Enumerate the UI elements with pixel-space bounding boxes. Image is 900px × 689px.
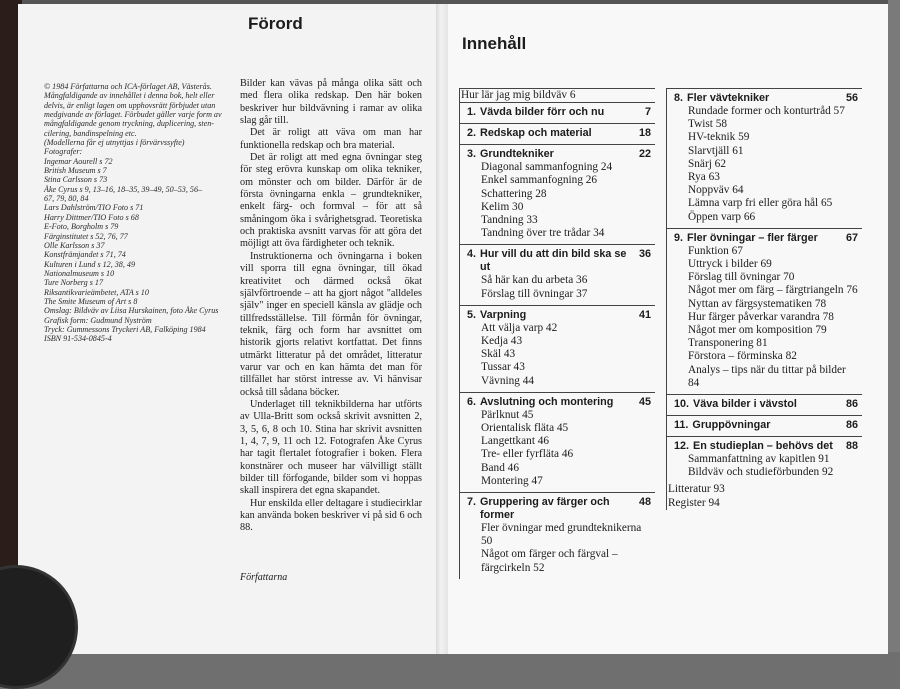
- contents-section: [459, 392, 655, 492]
- imprint-line: Omslag: Bildväv av Liisa Hurskainen, foto Åke Cyrus: [44, 306, 219, 316]
- section-title: En studieplan – behövs det: [693, 440, 833, 453]
- contents-section: [459, 123, 655, 144]
- contents-subentry: Tandning över tre trådar 34: [481, 227, 605, 240]
- preface-signature: Författarna: [240, 572, 288, 583]
- contents-section: [459, 244, 655, 304]
- section-page: 86: [845, 419, 858, 432]
- section-title: Varpning: [480, 308, 527, 321]
- contents-subentry: Analys – tips när du tittar på bilder 84: [688, 363, 846, 389]
- contents-subentry: Transponering 81: [688, 337, 768, 350]
- section-number: 4.: [467, 248, 477, 261]
- contents-subentry: Rya 63: [688, 171, 720, 184]
- contents-subentry: Montering 47: [481, 474, 543, 487]
- imprint-line: Konstfrämjandet s 71, 74: [44, 250, 126, 260]
- preface-paragraph: Bilder kan vävas på många olika sätt och med flera olika redskap. Den här boken beskriver hur bildvävning i ramar av olika slag går till.: [240, 78, 422, 127]
- contents-subentry: Orientalisk fläta 45: [481, 422, 569, 435]
- imprint-line: delvis, är enligt lagen om upphovsrätt förbjudet utan: [44, 100, 216, 110]
- contents-section: [459, 144, 655, 244]
- contents-section: [666, 88, 862, 228]
- contents-subentry: Hur färger påverkar varandra 78: [688, 310, 834, 323]
- contents-subentry: Pärlknut 45: [481, 408, 534, 421]
- section-heading: [467, 396, 651, 409]
- contents-subentry: Tussar 43: [481, 361, 525, 374]
- contents-subentry: Diagonal sammanfogning 24: [481, 161, 613, 174]
- imprint-line: Mångfaldigande av innehållet i denna bok, helt eller: [44, 91, 215, 101]
- contents-subentry: Kelim 30: [481, 200, 524, 213]
- preface-body: [240, 78, 422, 535]
- section-page: 88: [845, 440, 858, 453]
- contents-section: [459, 305, 655, 392]
- contents-subentry: Så här kan du arbeta 36: [481, 274, 588, 287]
- contents-column-left: [459, 88, 655, 579]
- contents-subentry: Tre- eller fyrfläta 46: [481, 448, 574, 461]
- imprint-line: ISBN 91-534-0845-4: [44, 334, 112, 344]
- section-number: 9.: [674, 231, 684, 244]
- section-title: Väva bilder i vävstol: [693, 398, 797, 411]
- preface-paragraph: Det är roligt att med egna övningar steg för steg erövra kunskap om olika tekniker, om mönster och om bilder. Därför är de första övningarna enkla – grundtekniker, enkelt färg- och formval – för att så småningom öka i svårighetsgrad. Teoretiska och praktiska avsnitt varvas för att göra det möjligt att öva färdigheter och teknik.: [240, 152, 422, 250]
- imprint-line: Nationalmuseum s 10: [44, 268, 115, 278]
- imprint-line: Färginstitutet s 52, 76, 77: [44, 231, 128, 241]
- imprint-line: medgivande av förlaget. Förbudet gäller varje form av: [44, 110, 222, 120]
- section-heading: [674, 92, 858, 105]
- section-heading: [467, 496, 651, 522]
- section-page: 18: [638, 127, 651, 140]
- imprint-line: Grafisk form: Gudmund Nyström: [44, 315, 152, 325]
- background-right: [888, 0, 900, 652]
- contents-subentry: Att välja varp 42: [481, 321, 558, 334]
- section-heading: [467, 248, 651, 274]
- section-title: Vävda bilder förr och nu: [480, 106, 605, 119]
- imprint-line: Kulturen i Lund s 12, 38, 49: [44, 259, 135, 269]
- section-page: 22: [638, 148, 651, 161]
- contents-section: [459, 102, 655, 123]
- imprint-line: The Smite Museum of Art s 8: [44, 296, 138, 306]
- contents-subentry: Fler övningar med grundteknikerna 50: [481, 522, 642, 548]
- contents-subentry: Förslag till övningar 37: [481, 287, 588, 300]
- section-page: 7: [644, 106, 651, 119]
- imprint-line: Fotografer:: [44, 147, 83, 157]
- section-number: 8.: [674, 92, 684, 104]
- contents-subentry: Nyttan av färgsystematiken 78: [688, 297, 827, 310]
- contents-subentry: Öppen varp 66: [688, 210, 756, 223]
- contents-section: [666, 415, 862, 436]
- imprint-line: Olle Karlsson s 37: [44, 240, 105, 250]
- contents-subentry: Bildväv och studieförbunden 92: [688, 466, 834, 479]
- imprint-block: [44, 82, 232, 344]
- contents-subentry: Schattering 28: [481, 187, 547, 200]
- imprint-line: Tryck: Gummessons Tryckeri AB, Falköping 1984: [44, 324, 206, 334]
- section-number: 7.: [467, 496, 477, 509]
- contents-subentry: Twist 58: [688, 118, 728, 131]
- imprint-line: Stina Carlsson s 73: [44, 175, 108, 185]
- imprint-line: Harry Dittmer/TIO Foto s 68: [44, 212, 139, 222]
- section-title: Fler vävtekniker: [687, 92, 770, 104]
- section-number: 11.: [674, 419, 689, 432]
- section-heading: [467, 106, 651, 119]
- contents-entry: Hur lär jag mig bildväv 6: [459, 88, 655, 102]
- contents-section: [666, 394, 862, 415]
- imprint-line: © 1984 Författarna och ICA-förlaget AB, Västerås.: [44, 82, 212, 91]
- imprint-line: British Museum s 7: [44, 166, 107, 176]
- contents-subentry: Något mer om komposition 79: [688, 324, 827, 337]
- section-number: 12.: [674, 440, 690, 453]
- imprint-line: cilering, bandinspelning etc.: [44, 128, 137, 138]
- imprint-line: Åke Cyrus s 9, 13–16, 18–35, 39–49, 50–53, 56–: [44, 184, 203, 194]
- preface-paragraph: Underlaget till teknikbilderna har utförts av Ulla-Britt som också skrivit avsnitten 2, 3, 5, 6, 8 och 10. Stina har skrivit avsnitten 1, 4, 7, 9, 11 och 12. Fotografen Åke Cyrus har tagit flertalet fotografier i boken. Flera konstnärer och museer har välvilligt ställt bilder till förfogande, bilder som vi hoppas skall inspirera det egna skapandet.: [240, 398, 422, 497]
- contents-subentry: Förstora – förminska 82: [688, 350, 797, 363]
- section-number: 1.: [467, 106, 477, 119]
- contents-subentry: Snärj 62: [688, 157, 726, 170]
- contents-subentry: Sammanfattning av kapitlen 91: [688, 453, 830, 466]
- contents-subentry: Förslag till övningar 70: [688, 271, 795, 284]
- section-heading: [674, 419, 858, 432]
- section-heading: [674, 440, 858, 453]
- section-page: 45: [638, 395, 651, 408]
- contents-subentry: Uttryck i bilder 69: [688, 258, 772, 271]
- contents-subentry: Något om färger och färgval – färgcirkeln 52: [481, 548, 618, 574]
- contents-subentry: Enkel sammanfogning 26: [481, 174, 598, 187]
- section-heading: [467, 148, 651, 161]
- section-title: Grundtekniker: [480, 148, 554, 161]
- imprint-line: Riksantikvarieämbetet, ATA s 10: [44, 287, 149, 297]
- contents-subentry: Noppväv 64: [688, 184, 744, 197]
- section-title: Avslutning och montering: [480, 395, 614, 408]
- preface-title: Förord: [248, 14, 303, 33]
- contents-column-rule: [666, 88, 667, 510]
- section-title: Hur vill du att din bild ska se ut: [480, 248, 627, 274]
- contents-subentry: Något mer om färg – färgtriangeln 76: [688, 284, 858, 297]
- contents-entry: Litteratur 93: [668, 483, 725, 496]
- contents-section: [459, 492, 655, 579]
- imprint-line: E-Foto, Borgholm s 79: [44, 222, 119, 232]
- contents-subentry: Langettkant 46: [481, 435, 550, 448]
- section-heading: [467, 309, 651, 322]
- contents-section: [666, 436, 862, 483]
- section-page: 86: [845, 398, 858, 411]
- contents-section: [666, 228, 862, 394]
- section-title: Gruppövningar: [692, 419, 771, 432]
- contents-entry: Register 94: [668, 496, 720, 509]
- contents-subentry: Lämna varp fri eller göra hål 65: [688, 197, 833, 210]
- preface-paragraph: Hur enskilda eller deltagare i studiecirklar kan använda boken beskriver vi på sid 6 och 88.: [240, 497, 422, 534]
- contents-subentry: Kedja 43: [481, 335, 523, 348]
- contents-subentry: Tandning 33: [481, 214, 538, 227]
- imprint-line: Ture Norberg s 17: [44, 278, 103, 288]
- imprint-line: Lars Dahlström/TIO Foto s 71: [44, 203, 144, 213]
- section-page: 48: [638, 496, 651, 509]
- contents-subentry: HV-teknik 59: [688, 131, 750, 144]
- contents-subentry: Skäl 43: [481, 348, 516, 361]
- section-heading: [674, 398, 858, 411]
- preface-paragraph: Instruktionerna och övningarna i boken vill sporra till egna övningar, till ökad kreativitet och därmed också ökat självförtroende – att ha gjort något "alldeles själv" inger en speciell känsla av glädje och tillfredsställelse. Till förmån för övningar, teknik, färg och form har avsnittet om historik gjorts relativt kortfattat. Det finns utmärkt litteratur på det området, litteratur varur var och en kan hämta det man för tillfället har störst intresse av. Vi hänvisar också till sådana böcker.: [240, 250, 422, 398]
- section-page: 67: [845, 231, 858, 244]
- section-title: Redskap och material: [480, 127, 592, 140]
- contents-column-right: [666, 88, 862, 510]
- section-heading: [467, 127, 651, 140]
- preface-paragraph: Det är roligt att väva om man har funktionella redskap och bra material.: [240, 127, 422, 151]
- contents-column-rule: [459, 88, 460, 579]
- imprint-line: Ingemar Aourell s 72: [44, 156, 113, 166]
- imprint-line: mångfaldigande genom tryckning, duplicering, sten-: [44, 119, 214, 129]
- section-number: 5.: [467, 308, 477, 321]
- section-number: 10.: [674, 398, 690, 411]
- section-title: Gruppering av färger och former: [480, 496, 610, 522]
- book-spine: [436, 4, 448, 654]
- section-title: Fler övningar – fler färger: [687, 231, 818, 244]
- contents-subentry: Vävning 44: [481, 374, 535, 387]
- section-number: 6.: [467, 395, 477, 408]
- section-heading: [674, 232, 858, 245]
- contents-title: Innehåll: [462, 34, 527, 53]
- section-number: 3.: [467, 148, 477, 161]
- contents-subentry: Band 46: [481, 461, 519, 474]
- section-page: 56: [845, 92, 858, 104]
- contents-subentry: Rundade former och konturtråd 57: [688, 105, 845, 117]
- section-page: 41: [638, 308, 651, 321]
- section-page: 36: [638, 248, 651, 261]
- imprint-line: 67, 79, 80, 84: [44, 194, 89, 204]
- contents-subentry: Funktion 67: [688, 244, 743, 257]
- imprint-line: (Modellerna får ej utnyttjas i förvärvssyfte): [44, 138, 185, 148]
- contents-subentry: Slarvtjäll 61: [688, 144, 744, 157]
- section-number: 2.: [467, 127, 477, 140]
